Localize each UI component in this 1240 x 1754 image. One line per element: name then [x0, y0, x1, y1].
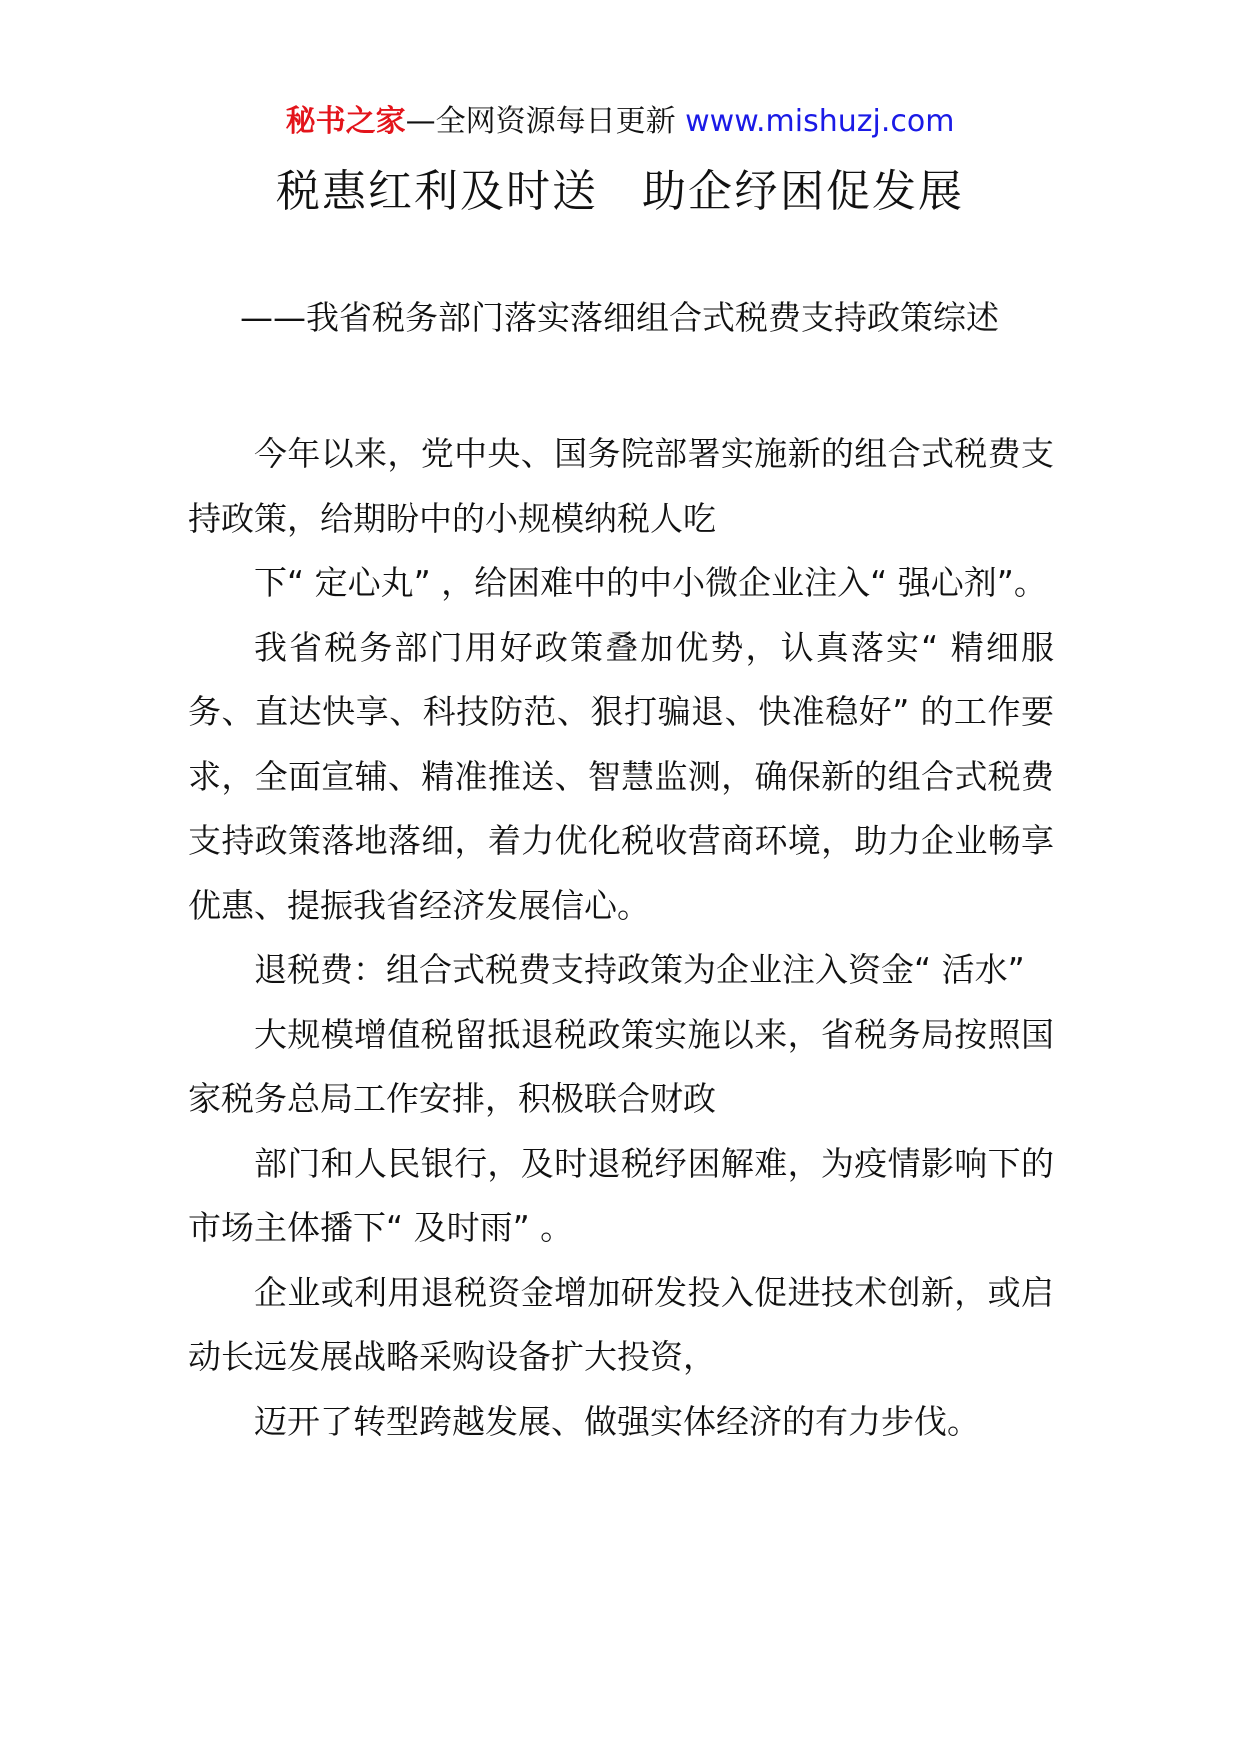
- paragraph: 企业或利用退税资金增加研发投入促进技术创新，或启动长远发展战略采购设备扩大投资，: [188, 1272, 1054, 1376]
- document-body: [188, 422, 1054, 1454]
- site-header: [0, 102, 1240, 142]
- paragraph: 今年以来，党中央、国务院部署实施新的组合式税费支持政策，给期盼中的小规模纳税人吃: [188, 434, 1054, 538]
- header-slogan: —全网资源每日更新: [405, 104, 676, 139]
- site-url-link[interactable]: www.mishuzj.com: [685, 104, 955, 139]
- paragraph: 迈开了转型跨越发展、做强实体经济的有力步伐。: [254, 1401, 980, 1441]
- paragraph: 下“ 定心丸” ，给困难中的中小微企业注入“ 强心剂”。: [254, 563, 1047, 602]
- document-subtitle: ——我省税务部门落实落细组合式税费支持政策综述: [240, 298, 999, 337]
- title-part-2: 助企纾困促发展: [642, 166, 964, 217]
- paragraph: 大规模增值税留抵退税政策实施以来，省税务局按照国家税务总局工作安排，积极联合财政: [188, 1014, 1054, 1118]
- brand-name: 秘书之家: [285, 104, 406, 139]
- document-title: [0, 164, 1240, 220]
- paragraph: 部门和人民银行，及时退税纾困解难，为疫情影响下的市场主体播下“ 及时雨” 。: [188, 1143, 1054, 1247]
- title-part-1: 税惠红利及时送: [276, 166, 598, 217]
- paragraph: 我省税务部门用好政策叠加优势，认真落实“ 精细服务、直达快享、科技防范、狠打骗退、快准稳好” 的工作要求，全面宣辅、精准推送、智慧监测，确保新的组合式税费支持政策落地落细，着力优化税收营商环境，助力企业畅享优惠、提振我省经济发展信心。: [188, 627, 1054, 925]
- section-heading: 退税费：组合式税费支持政策为企业注入资金“ 活水”: [254, 950, 1025, 989]
